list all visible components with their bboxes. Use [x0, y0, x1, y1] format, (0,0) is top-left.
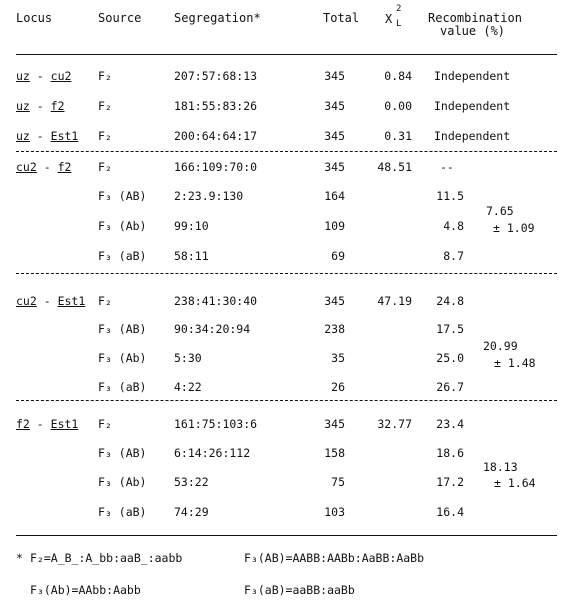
footnote-f2: F₂=A_B_:A_bb:aaB_:aabb	[30, 551, 183, 565]
recombination-cell: --	[440, 160, 454, 174]
footer-rule	[16, 535, 557, 536]
locus-separator: -	[29, 417, 51, 431]
locus-separator: -	[29, 69, 51, 83]
total-cell: 103	[324, 505, 345, 519]
total-cell: 69	[331, 249, 345, 263]
source-cell: F₃ (AB)	[98, 446, 147, 460]
locus-pair	[16, 160, 71, 174]
locus-name: cu2	[16, 294, 37, 308]
locus-name: f2	[16, 417, 30, 431]
segregation-cell: 5:30	[174, 351, 202, 365]
total-cell: 35	[331, 351, 345, 365]
total-cell: 158	[324, 446, 345, 460]
locus-name: f2	[50, 99, 65, 113]
source-cell: F₂	[98, 160, 112, 174]
locus-name: uz	[16, 69, 30, 83]
source-cell: F₃ (aB)	[98, 380, 147, 394]
recombination-cell: Independent	[434, 69, 511, 83]
segregation-cell: 200:64:64:17	[174, 129, 258, 143]
combined-value-cu2-f2: 7.65	[486, 204, 514, 218]
locus-name: uz	[16, 99, 30, 113]
locus-name: Est1	[50, 417, 79, 431]
recombination-cell: 24.8	[436, 294, 464, 308]
chi-square-cell: 48.51	[377, 160, 412, 174]
recombination-cell: 17.2	[436, 475, 464, 489]
locus-separator: -	[29, 129, 51, 143]
chi-superscript: 2	[396, 4, 402, 14]
locus-separator: -	[29, 99, 51, 113]
source-cell: F₃ (Ab)	[98, 219, 147, 233]
segregation-cell: 161:75:103:6	[174, 417, 258, 431]
recombination-cell: 25.0	[436, 351, 464, 365]
recombination-cell: 4.8	[443, 219, 464, 233]
source-cell: F₂	[98, 69, 112, 83]
segregation-cell: 207:57:68:13	[174, 69, 258, 83]
combined-error-cu2-est1: ± 1.48	[494, 356, 536, 370]
total-cell: 345	[324, 417, 345, 431]
header-recombination-unit: value (%)	[440, 24, 506, 38]
header-locus: Locus	[16, 11, 53, 25]
locus-pair	[16, 129, 78, 143]
total-cell: 109	[324, 219, 345, 233]
source-cell: F₂	[98, 129, 112, 143]
total-cell: 345	[324, 160, 345, 174]
group-separator	[16, 151, 557, 152]
locus-separator: -	[36, 160, 58, 174]
header-total: Total	[323, 11, 360, 25]
locus-name: uz	[16, 129, 30, 143]
recombination-cell: 11.5	[436, 189, 464, 203]
locus-name: f2	[57, 160, 72, 174]
header-segregation: Segregation*	[174, 11, 261, 25]
locus-name: Est1	[50, 129, 79, 143]
locus-name: Est1	[57, 294, 86, 308]
chi-square-cell: 0.00	[384, 99, 412, 113]
locus-name: cu2	[16, 160, 37, 174]
segregation-cell: 238:41:30:40	[174, 294, 258, 308]
combined-error-f2-est1: ± 1.64	[494, 476, 536, 490]
segregation-cell: 58:11	[174, 249, 209, 263]
chi-square-cell: 32.77	[377, 417, 412, 431]
group-separator	[16, 400, 557, 401]
footnote-star: *	[16, 551, 23, 565]
chi-square-cell: 47.19	[377, 294, 412, 308]
locus-pair	[16, 69, 71, 83]
segregation-cell: 166:109:70:0	[174, 160, 258, 174]
source-cell: F₃ (AB)	[98, 322, 147, 336]
locus-pair	[16, 99, 65, 113]
header-chi-square	[385, 12, 392, 26]
footnote-f3-ab: F₃(AB)=AABB:AABb:AaBB:AaBb	[244, 551, 425, 565]
locus-pair	[16, 294, 85, 308]
source-cell: F₃ (aB)	[98, 249, 147, 263]
recombination-cell: 17.5	[436, 322, 464, 336]
chi-x: X	[385, 12, 393, 26]
segregation-cell: 4:22	[174, 380, 202, 394]
footnote-f3-aB: F₃(aB)=aaBB:aaBb	[244, 583, 355, 597]
recombination-cell: 16.4	[436, 505, 464, 519]
segregation-cell: 2:23.9:130	[174, 189, 244, 203]
segregation-cell: 181:55:83:26	[174, 99, 258, 113]
segregation-cell: 90:34:20:94	[174, 322, 251, 336]
source-cell: F₂	[98, 294, 112, 308]
recombination-cell: 26.7	[436, 380, 464, 394]
source-cell: F₂	[98, 99, 112, 113]
total-cell: 75	[331, 475, 345, 489]
recombination-cell: Independent	[434, 99, 511, 113]
locus-name: cu2	[50, 69, 72, 83]
chi-square-cell: 0.31	[384, 129, 412, 143]
recombination-cell: 8.7	[443, 249, 464, 263]
segregation-cell: 99:10	[174, 219, 209, 233]
total-cell: 345	[324, 69, 345, 83]
source-cell: F₃ (AB)	[98, 189, 147, 203]
chi-square-cell: 0.84	[384, 69, 412, 83]
total-cell: 164	[324, 189, 345, 203]
source-cell: F₂	[98, 417, 112, 431]
recombination-cell: 18.6	[436, 446, 464, 460]
segregation-cell: 74:29	[174, 505, 209, 519]
recombination-cell: 23.4	[436, 417, 464, 431]
total-cell: 238	[324, 322, 345, 336]
source-cell: F₃ (Ab)	[98, 351, 147, 365]
chi-subscript: L	[396, 19, 402, 29]
segregation-cell: 6:14:26:112	[174, 446, 251, 460]
recombination-cell: Independent	[434, 129, 511, 143]
total-cell: 26	[331, 380, 345, 394]
group-separator	[16, 273, 557, 274]
header-rule	[16, 54, 557, 55]
segregation-cell: 53:22	[174, 475, 209, 489]
combined-error-cu2-f2: ± 1.09	[493, 221, 535, 235]
source-cell: F₃ (Ab)	[98, 475, 147, 489]
combined-value-cu2-est1: 20.99	[483, 339, 518, 353]
header-source: Source	[98, 11, 142, 25]
source-cell: F₃ (aB)	[98, 505, 147, 519]
combined-value-f2-est1: 18.13	[483, 460, 518, 474]
total-cell: 345	[324, 294, 345, 308]
header-recombination: Recombination	[428, 11, 522, 25]
footnote-f3-Ab: F₃(Ab)=AAbb:Aabb	[30, 583, 141, 597]
locus-pair	[16, 417, 78, 431]
locus-separator: -	[36, 294, 58, 308]
total-cell: 345	[324, 129, 345, 143]
total-cell: 345	[324, 99, 345, 113]
